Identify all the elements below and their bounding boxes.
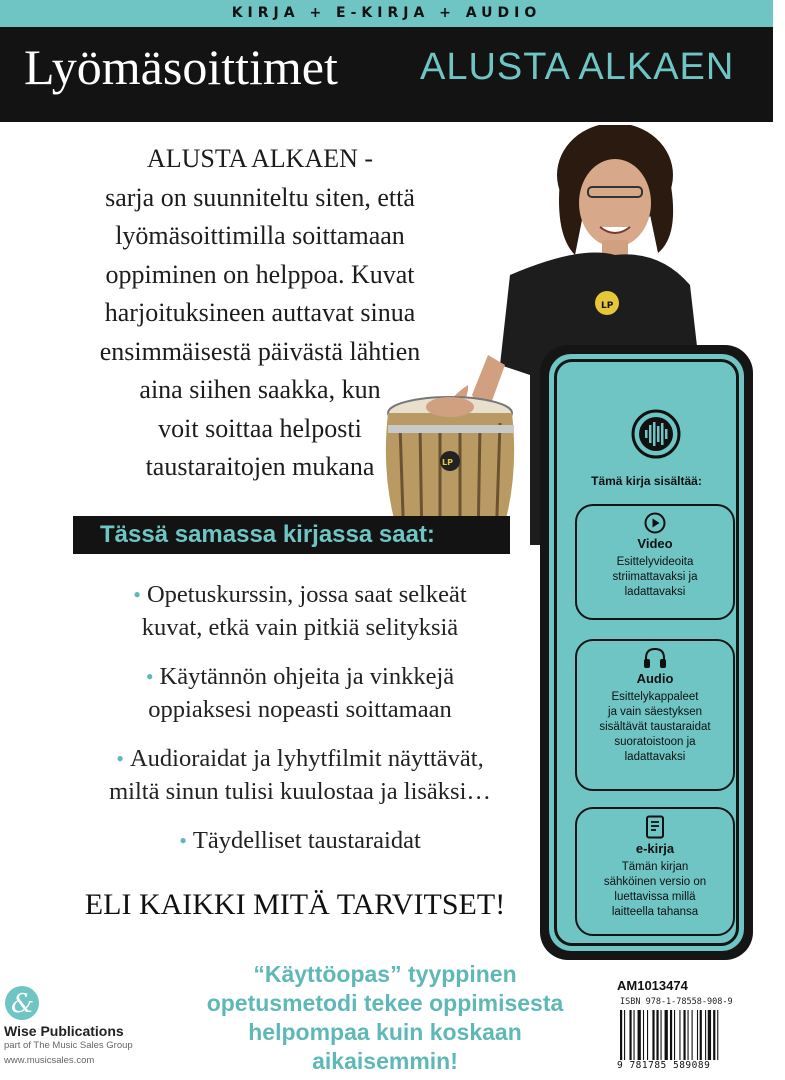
intro-line: taustaraitojen mukana [145, 452, 375, 481]
intro-line: ALUSTA ALKAEN - [146, 144, 374, 173]
contents-list [40, 578, 560, 873]
svg-text:&: & [11, 989, 35, 1019]
promo-text: “Käyttöopas” tyyppinen opetusmetodi tekee oppimisesta helpompaa kuin koskaan aikaisemmin! [206, 961, 564, 1074]
product-code: AM1013474 [617, 978, 688, 993]
list-item: • Täydelliset taustaraidat [179, 827, 421, 854]
barcode [618, 1010, 746, 1060]
publisher-name: Wise Publications [4, 1023, 124, 1039]
feature-video: Video Esittelyvideoita striimattavaksi ja ladattavaksi [575, 504, 735, 620]
bullet-icon: • [133, 582, 141, 607]
isbn-text: ISBN 978-1-78558-908-9 [620, 997, 733, 1007]
contents-heading: Tässä samassa kirjassa saat: [73, 516, 510, 554]
ebook-icon [644, 815, 666, 839]
bullet-icon: • [145, 664, 154, 689]
list-item: • Opetuskurssin, jossa saat selkeät kuvat, etkä vain pitkiä selityksiä [133, 581, 467, 641]
barcode-number: 9 781785 589089 [617, 1060, 711, 1071]
bullet-icon: • [179, 828, 187, 853]
publisher-logo [4, 985, 40, 1021]
list-item: • Käytännön ohjeita ja vinkkejä oppiaksesi nopeasti soittamaan [145, 663, 455, 723]
tagline: ELI KAIKKI MITÄ TARVITSET! [84, 888, 506, 921]
list-item: • Audioraidat ja lyhytfilmit näyttävät, miltä sinun tulisi kuulostaa ja lisäksi… [109, 745, 491, 805]
svg-text:LP: LP [442, 458, 453, 467]
feature-ebook: e-kirja Tämän kirjan sähköinen versio on luettavissa millä laitteella tahansa [575, 807, 735, 936]
intro-line: sarja on suunniteltu siten, että [105, 182, 415, 212]
publisher-url: www.musicsales.com [4, 1055, 95, 1066]
play-icon [644, 512, 666, 534]
contents-panel [540, 345, 753, 960]
headphones-icon [643, 647, 667, 669]
intro-line: oppiminen on helppoa. Kuvat [105, 259, 415, 289]
book-title: Lyömäsoittimet [24, 39, 338, 95]
intro-line: harjoituksineen auttavat sinua [104, 298, 416, 327]
intro-line: aina siihen saakka, kun [139, 375, 381, 404]
publisher-group: part of The Music Sales Group [4, 1040, 133, 1051]
bullet-icon: • [116, 746, 124, 771]
intro-line: lyömäsoittimilla soittamaan [115, 221, 405, 250]
svg-text:LP: LP [601, 301, 614, 311]
soundwave-icon [631, 409, 681, 459]
format-strip: KIRJA + E-KIRJA + AUDIO [0, 0, 773, 27]
panel-heading: Tämä kirja sisältää: [591, 474, 702, 488]
intro-line: voit soittaa helposti [158, 413, 362, 443]
series-title: ALUSTA ALKAEN [420, 46, 735, 88]
feature-audio: Audio Esittelykappaleet ja vain säestyksen sisältävät taustaraidat suoratoistoon ja ladattavaksi [575, 639, 735, 791]
intro-line: ensimmäisestä päivästä lähtien [99, 336, 421, 366]
